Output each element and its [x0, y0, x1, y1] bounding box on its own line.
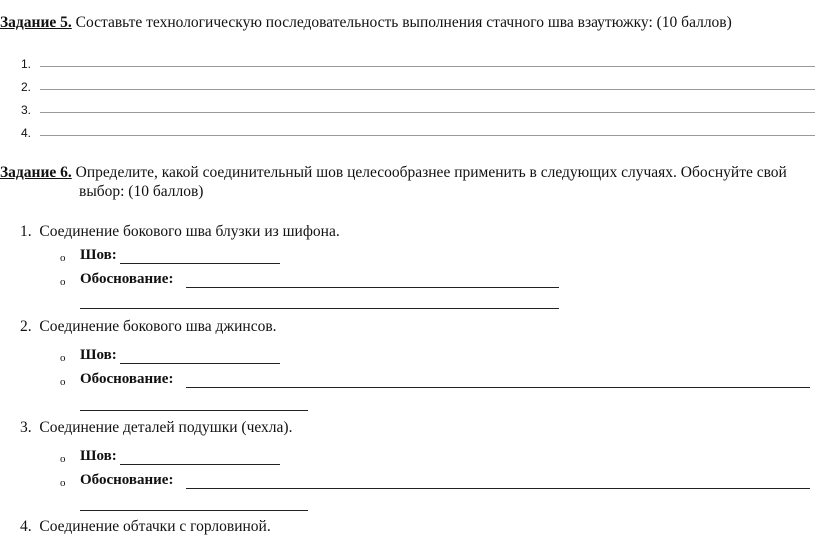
item-number: 1.: [20, 223, 32, 240]
task6-heading: [0, 163, 787, 182]
task6-item-1: [20, 223, 340, 241]
task5-answer-line-2[interactable]: [40, 89, 815, 90]
seam-label: Шов:: [80, 347, 117, 363]
seam-answer-line-3[interactable]: [120, 464, 280, 465]
item-text: Соединение бокового шва блузки из шифона.: [39, 223, 340, 240]
reason-answer-line-2b[interactable]: [80, 410, 308, 411]
reason-label: Обоснование:: [80, 371, 174, 387]
task5-line-1-number: 1.: [21, 57, 32, 71]
task6-item-2: [20, 318, 277, 336]
task6-item-3: [20, 419, 292, 437]
task5-text: Составьте технологическую последовательность выполнения стачного шва взаутюжку: (10 баллов): [75, 14, 732, 31]
bullet-icon: o: [60, 453, 66, 465]
item-text: Соединение деталей подушки (чехла).: [39, 419, 293, 436]
item-number: 2.: [20, 318, 32, 335]
task6-text-line2: выбор: (10 баллов): [79, 183, 204, 200]
task5-answer-line-3[interactable]: [40, 112, 815, 113]
reason-answer-line-1b[interactable]: [80, 308, 559, 309]
task5-line-3-number: 3.: [21, 103, 32, 117]
seam-answer-line-1[interactable]: [120, 263, 280, 264]
task5-label: Задание 5.: [0, 14, 72, 31]
bullet-icon: o: [60, 376, 66, 388]
task5-heading: [0, 13, 732, 32]
item-text: Соединение бокового шва джинсов.: [39, 318, 277, 335]
item-number: 3.: [20, 419, 32, 436]
item-text: Соединение обтачки с горловиной.: [39, 518, 271, 535]
reason-label: Обоснование:: [80, 472, 174, 488]
task5-line-4-number: 4.: [21, 126, 32, 140]
reason-answer-line-1a[interactable]: [186, 287, 559, 288]
task6-text-line1: Определите, какой соединительный шов целесообразнее применить в следующих случаях. Обоснуйте свой: [75, 164, 787, 181]
task5-answer-line-4[interactable]: [40, 135, 815, 136]
bullet-icon: o: [60, 477, 66, 489]
task6-label: Задание 6.: [0, 164, 72, 181]
seam-label: Шов:: [80, 247, 117, 263]
reason-label: Обоснование:: [80, 271, 174, 287]
task6-item-4: [20, 518, 271, 536]
task5-line-2-number: 2.: [21, 80, 32, 94]
bullet-icon: o: [60, 352, 66, 364]
reason-answer-line-3b[interactable]: [80, 510, 308, 511]
bullet-icon: o: [60, 276, 66, 288]
seam-answer-line-2[interactable]: [120, 363, 280, 364]
reason-answer-line-2a[interactable]: [186, 387, 810, 388]
reason-answer-line-3a[interactable]: [186, 488, 810, 489]
task5-answer-line-1[interactable]: [40, 66, 815, 67]
seam-label: Шов:: [80, 448, 117, 464]
bullet-icon: o: [60, 252, 66, 264]
item-number: 4.: [20, 518, 32, 535]
